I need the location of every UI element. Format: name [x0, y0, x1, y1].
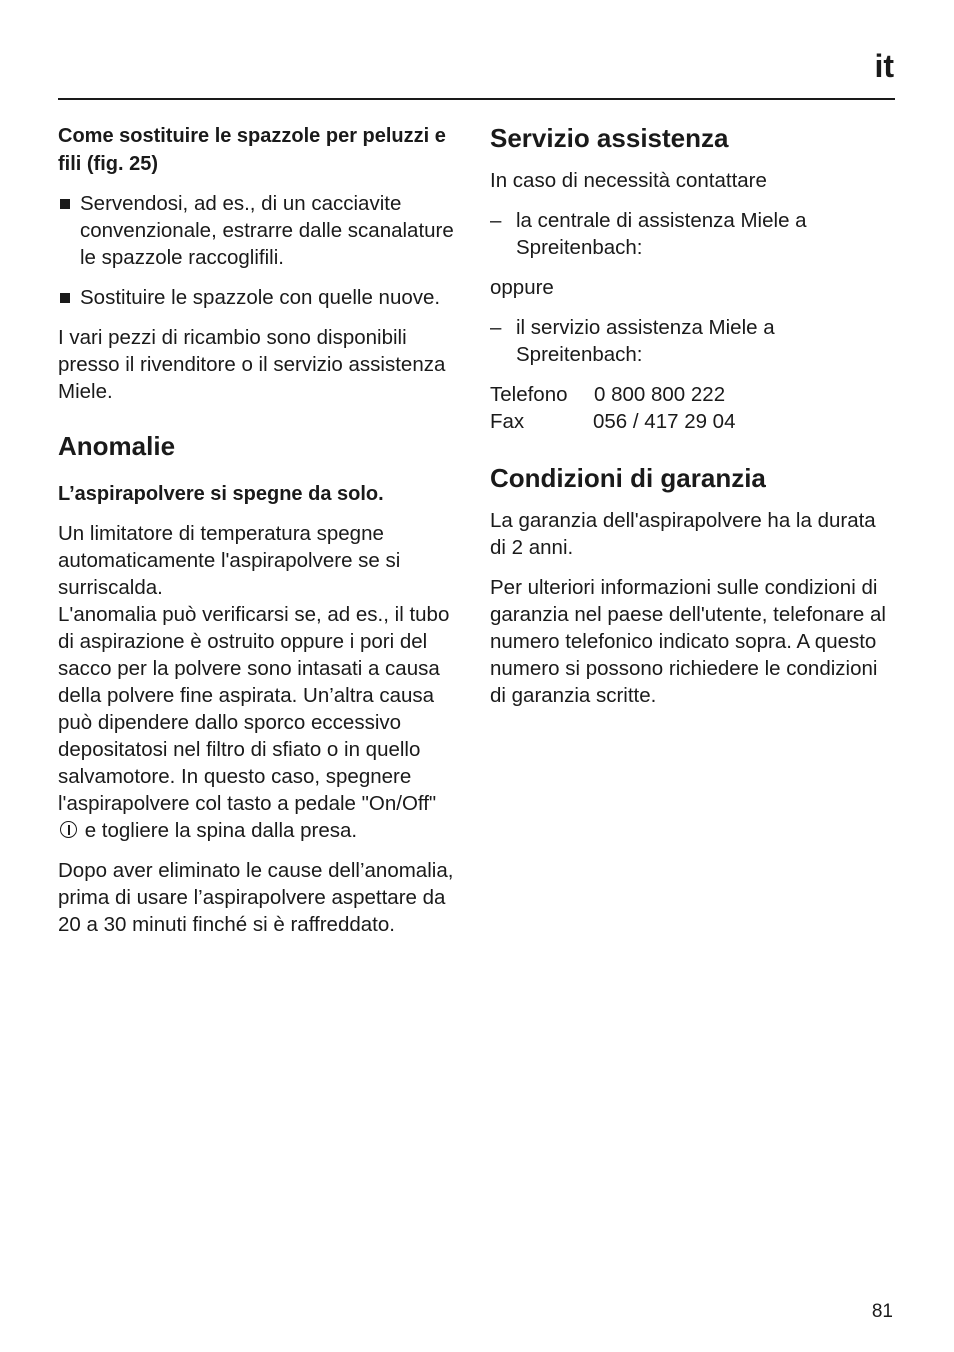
phone-value: 0 800 800 222 [594, 383, 726, 406]
anomaly-cause-paragraph [58, 601, 462, 844]
bullet-text: Servendosi, ad es., di un cacciavite convenzionale, estrarre dalle scanalature le spazzole raccoglifili. [80, 192, 454, 269]
bullet-item [58, 284, 462, 311]
dash-item-text: il servizio assistenza Miele a Spreitenbach: [516, 316, 775, 366]
fax-value: 056 / 417 29 04 [593, 410, 736, 433]
spare-parts-paragraph: I vari pezzi di ricambio sono disponibili presso il rivenditore o il servizio assistenza Miele. [58, 326, 446, 403]
warranty-info-paragraph: Per ulteriori informazioni sulle condizioni di garanzia nel paese dell'utente, telefonare al numero telefonico indicato sopra. A questo numero si possono richiedere le condizioni di garanzia scritte. [490, 576, 886, 707]
contact-intro: In caso di necessità contattare [490, 169, 767, 192]
oppure-text: oppure [490, 276, 554, 299]
power-on-off-icon [60, 821, 77, 838]
language-label: it [874, 48, 894, 84]
limiter-paragraph: Un limitatore di temperatura spegne automaticamente l'aspirapolvere se si surriscalda. [58, 522, 401, 599]
warranty-duration-paragraph: La garanzia dell'aspirapolvere ha la durata di 2 anni. [490, 509, 876, 559]
servizio-assistenza-heading: Servizio assistenza [490, 123, 729, 153]
right-column [490, 122, 896, 722]
anomalie-heading: Anomalie [58, 431, 176, 461]
dash-marker: – [490, 316, 502, 339]
condizioni-garanzia-heading: Condizioni di garanzia [490, 463, 766, 493]
dash-item [490, 314, 896, 368]
bullet-text: Sostituire le spazzole con quelle nuove. [80, 286, 441, 309]
square-bullet-icon [60, 293, 70, 303]
phone-row [490, 381, 896, 408]
page-number: 81 [871, 1301, 893, 1322]
phone-label: Telefono [490, 383, 568, 406]
dash-marker: – [490, 209, 502, 232]
fax-row [490, 408, 896, 435]
dash-item-text: la centrale di assistenza Miele a Spreitenbach: [516, 209, 807, 259]
brush-replacement-subheading: Come sostituire le spazzole per peluzzi e fili (fig. 25) [58, 125, 446, 175]
bullet-item [58, 190, 462, 271]
left-column [58, 122, 462, 951]
dash-item [490, 207, 896, 261]
switches-off-subheading: L’aspirapolvere si spegne da solo. [58, 483, 384, 505]
header-rule [58, 98, 895, 100]
fax-label: Fax [490, 410, 525, 433]
square-bullet-icon [60, 199, 70, 209]
cooldown-paragraph: Dopo aver eliminato le cause dell’anomalia, prima di usare l’aspirapolvere aspettare da 20 a 30 minuti finché si è raffreddato. [58, 859, 454, 936]
anomaly-cause-text: L'anomalia può verificarsi se, ad es., il tubo di aspirazione è ostruito oppure i pori del sacco per la polvere sono intasati a causa della polvere fine aspirata. Un’altra causa può dipendere dallo sporco eccessivo depositatosi nel filtro di sfiato o in quello salvamotore. In questo caso, spegnere l'aspirapolvere col tasto a pedale "On/Off" [58, 603, 450, 815]
anomaly-cause-end: e togliere la spina dalla presa. [84, 819, 358, 842]
